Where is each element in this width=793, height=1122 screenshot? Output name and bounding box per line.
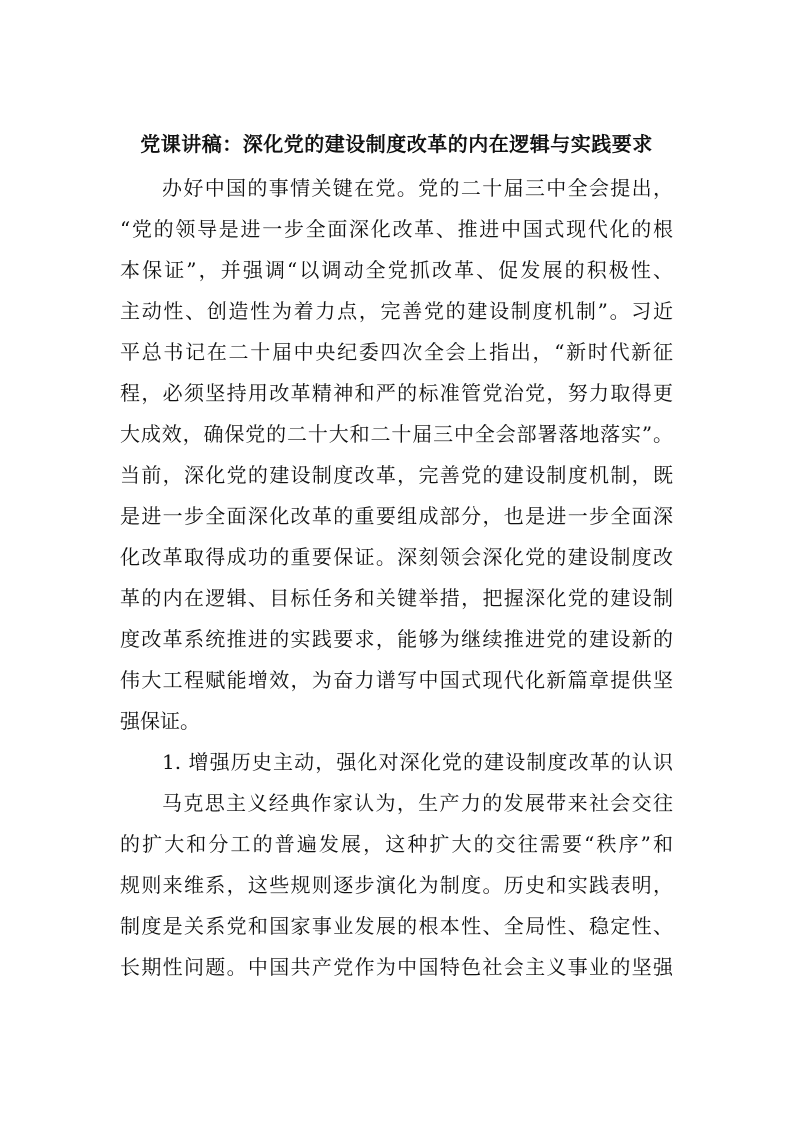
paragraph-line: 程，必须坚持用改革精神和严的标准管党治党，努力取得更 [120,381,673,405]
section-heading: 1. 增强历史主动，强化对深化党的建设制度改革的认识 [162,750,673,774]
paragraph-line: “党的领导是进一步全面深化改革、推进中国式现代化的根 [120,217,673,241]
paragraph-line: 是进一步全面深化改革的重要组成部分，也是进一步全面深 [120,504,673,528]
paragraph-line: 制度是关系党和国家事业发展的根本性、全局性、稳定性、 [120,914,673,938]
paragraph-line: 大成效，确保党的二十大和二十届三中全会部署落地落实”。 [120,422,673,446]
paragraph-line: 主动性、创造性为着力点，完善党的建设制度机制”。习近 [120,299,673,323]
paragraph-line: 本保证”，并强调“以调动全党抓改革、促发展的积极性、 [120,258,673,282]
paragraph-line: 马克思主义经典作家认为，生产力的发展带来社会交往 [162,791,673,815]
paragraph-line: 平总书记在二十届中央纪委四次全会上指出，“新时代新征 [120,340,673,364]
paragraph-line: 革的内在逻辑、目标任务和关键举措，把握深化党的建设制 [120,586,673,610]
paragraph-line: 规则来维系，这些规则逐步演化为制度。历史和实践表明， [120,873,673,897]
paragraph-line: 办好中国的事情关键在党。党的二十届三中全会提出， [162,176,673,200]
paragraph-line: 伟大工程赋能增效，为奋力谱写中国式现代化新篇章提供坚 [120,668,673,692]
paragraph-line: 长期性问题。中国共产党作为中国特色社会主义事业的坚强 [120,955,673,979]
paragraph-line: 强保证。 [120,709,200,733]
document-title: 党课讲稿：深化党的建设制度改革的内在逻辑与实践要求 [140,132,653,156]
paragraph-line: 的扩大和分工的普遍发展，这种扩大的交往需要“秩序”和 [120,832,673,856]
paragraph-line: 化改革取得成功的重要保证。深刻领会深化党的建设制度改 [120,545,673,569]
paragraph-line: 度改革系统推进的实践要求，能够为继续推进党的建设新的 [120,627,673,651]
paragraph-line: 当前，深化党的建设制度改革，完善党的建设制度机制，既 [120,463,673,487]
